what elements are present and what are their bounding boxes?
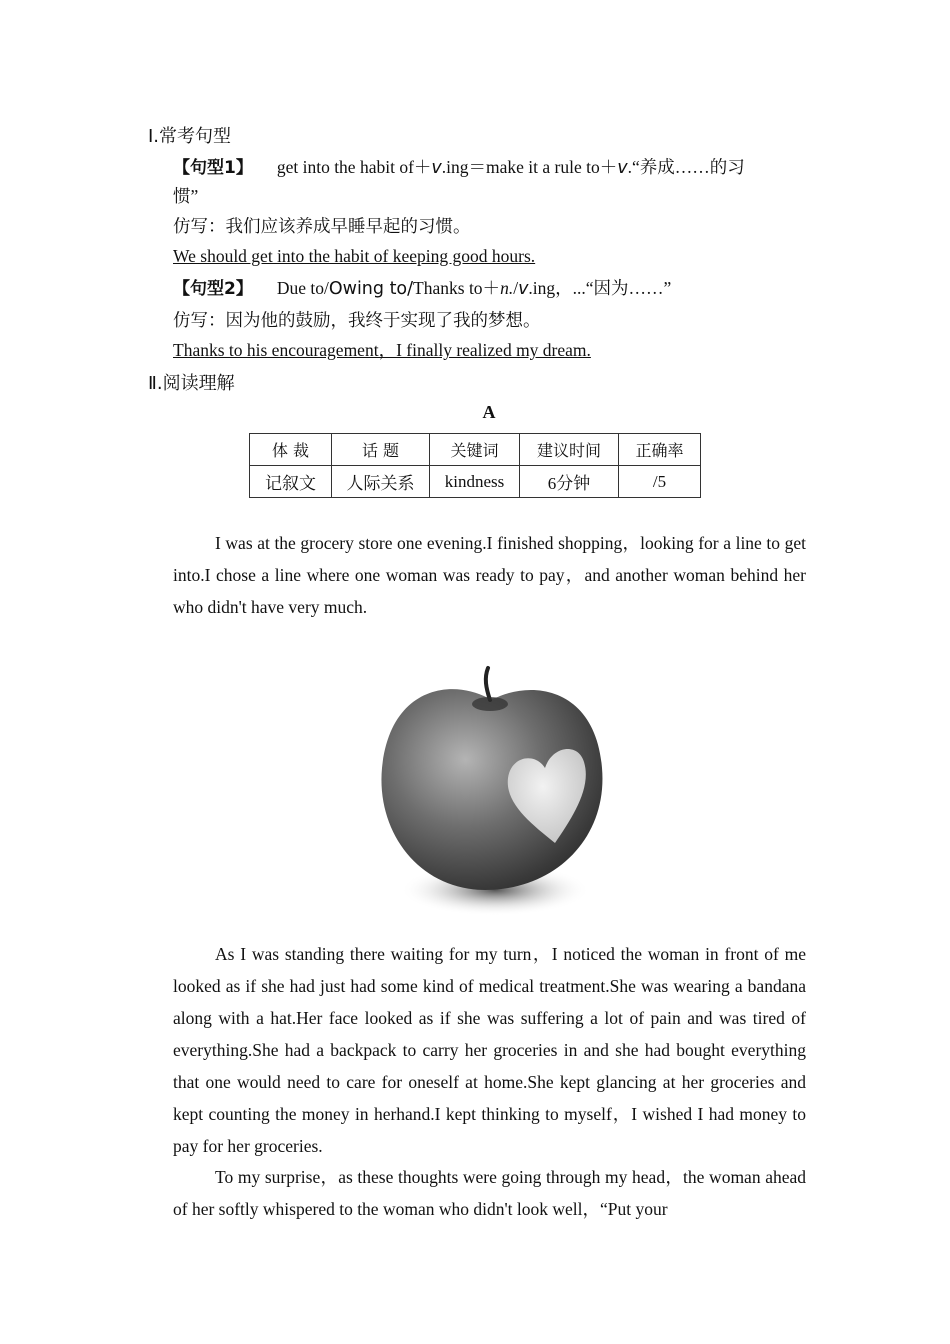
pattern-1-imitate xyxy=(173,211,806,242)
paragraph-1: I was at the grocery store one evening.I finished shopping，looking for a line to get into.I chose a line where one woman was ready to pay，and another woman behind her who didn't have very much. xyxy=(173,533,806,617)
table-header-cell: 体 裁 xyxy=(250,434,332,466)
info-table xyxy=(249,433,701,498)
table-header-cell: 话 题 xyxy=(332,434,430,466)
table-header-cell: 正确率 xyxy=(619,434,701,466)
pattern-2-text-a: Due to/ xyxy=(276,278,329,298)
pattern-2-text-b: Thanks to＋ xyxy=(413,278,501,298)
pattern-2-slash: / xyxy=(513,278,519,298)
table-cell: 人际关系 xyxy=(332,466,430,498)
pattern-2-n: n. xyxy=(500,278,514,298)
paragraph-2: As I was standing there waiting for my turn，I noticed the woman in front of me looked as if she had just had some kind of medical treatment.She was wearing a bandana along with a hat.Her face looked as if she was suffering a lot of pain and was tired of everything.She had a backpack to carry her groceries in and she had bought everything that one would need to care for oneself at home.She kept glancing at her groceries and kept counting the money in herhand.I kept thinking to myself，I wished I had money to pay for her groceries. xyxy=(173,944,806,1156)
pattern-2-tag: 【句型2】 xyxy=(173,279,253,299)
table-cell: 记叙文 xyxy=(250,466,332,498)
pattern-2 xyxy=(173,273,806,304)
pattern-1 xyxy=(173,152,806,183)
pattern-1-text-c: .“养成……的习 xyxy=(627,157,745,177)
info-table-header-row xyxy=(250,434,701,466)
table-cell: kindness xyxy=(430,466,520,498)
passage-label: A xyxy=(482,402,496,422)
section-2-title: Ⅱ.阅读理解 xyxy=(148,373,235,394)
pattern-2-v: v xyxy=(518,279,529,299)
pattern-1-v2: v xyxy=(617,158,628,178)
table-header-cell: 建议时间 xyxy=(520,434,619,466)
section-1-title: Ⅰ.常考句型 xyxy=(148,126,232,147)
pattern-2-answer: Thanks to his encouragement，I finally realized my dream. xyxy=(173,340,591,360)
apple-heart-image xyxy=(370,628,620,933)
apple-illustration xyxy=(370,628,620,933)
pattern-1-imitate-text: 仿写：我们应该养成早睡早起的习惯。 xyxy=(173,217,471,237)
pattern-1-continued: 惯” xyxy=(173,186,199,206)
pattern-1-text-b: .ing＝make it a rule to＋ xyxy=(441,157,618,177)
pattern-2-text-c: .ing，...“因为……” xyxy=(528,278,672,298)
paragraph-3: To my surprise，as these thoughts were going through my head，the woman ahead of her softly whispered to the woman who didn't look well，“Put your xyxy=(173,1167,806,1219)
info-table-row xyxy=(250,466,701,498)
pattern-1-v: v xyxy=(431,158,442,178)
pattern-2-imitate xyxy=(173,305,806,336)
pattern-2-owing: Owing to/ xyxy=(328,279,414,299)
pattern-2-imitate-text: 仿写：因为他的鼓励，我终于实现了我的梦想。 xyxy=(173,311,541,331)
pattern-1-text-a: get into the habit of＋ xyxy=(276,157,432,177)
table-cell: /5 xyxy=(619,466,701,498)
pattern-1-answer: We should get into the habit of keeping good hours. xyxy=(173,246,536,266)
pattern-1-tag: 【句型1】 xyxy=(173,158,253,178)
table-cell: 6分钟 xyxy=(520,466,619,498)
table-header-cell: 关键词 xyxy=(430,434,520,466)
